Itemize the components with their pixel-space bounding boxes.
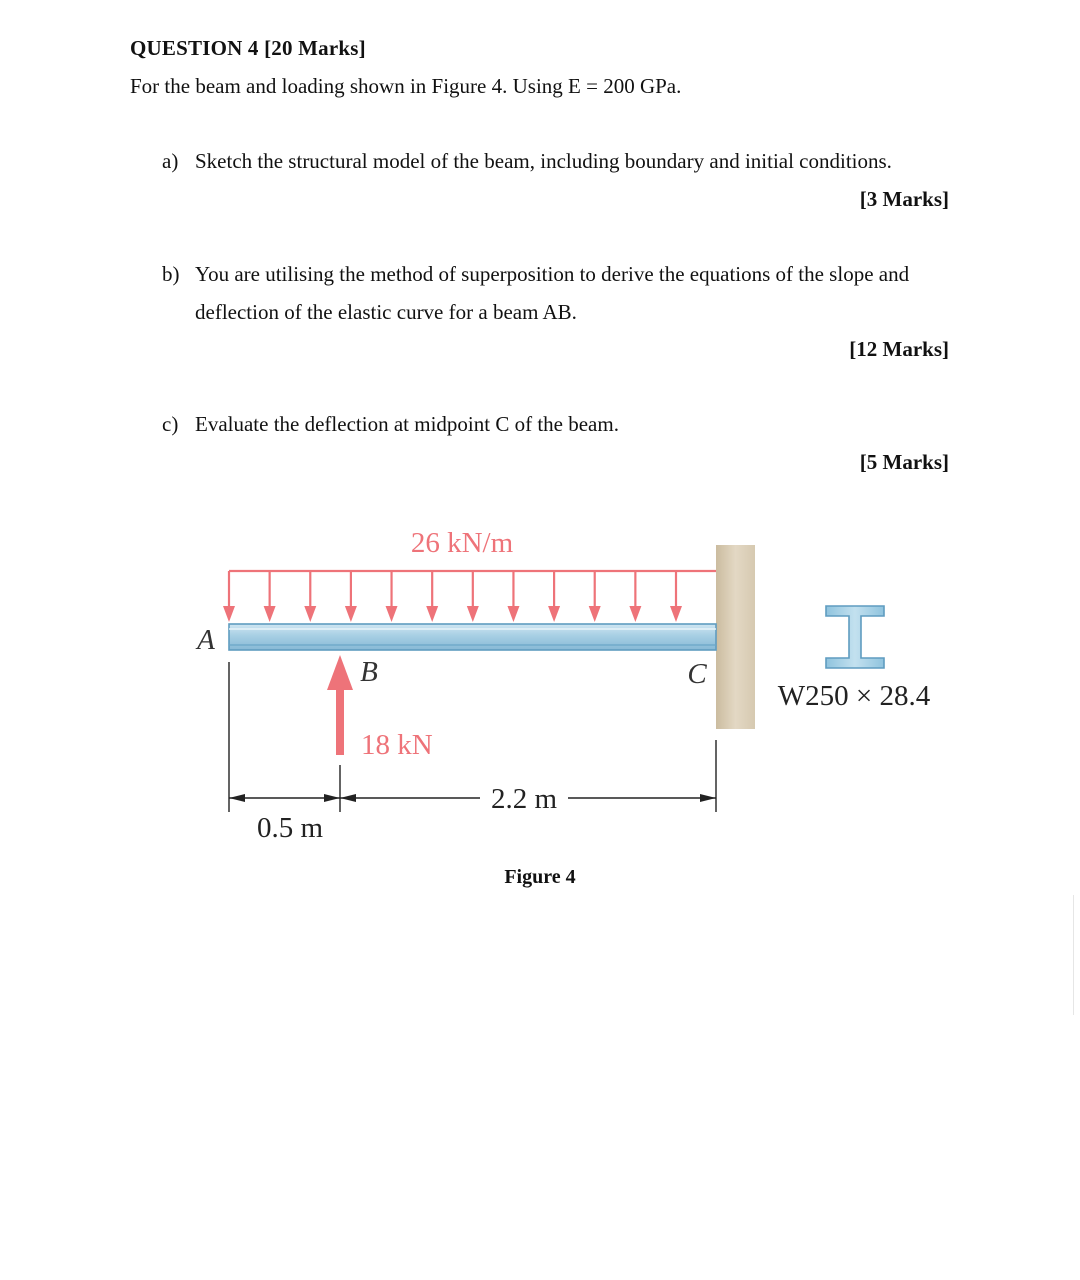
part-a-marks: [3 Marks] [859, 187, 949, 211]
page-edge-line [1073, 895, 1074, 1015]
part-b-marks: [12 Marks] [849, 337, 949, 361]
load-arrow-head [548, 606, 560, 622]
figure-caption: Figure 4 [504, 866, 576, 888]
point-c-label: C [687, 658, 707, 690]
point-a-label: A [197, 624, 215, 656]
question-intro: For the beam and loading shown in Figure 4. Using E = 200 GPa. [130, 74, 682, 98]
load-arrow-head [589, 606, 601, 622]
dim-short-label: 0.5 m [256, 812, 324, 844]
part-c-text: Evaluate the deflection at midpoint C of the beam. [195, 412, 619, 436]
part-c-letter: c) [162, 412, 179, 436]
part-c-marks: [5 Marks] [859, 450, 949, 474]
load-arrow-head [345, 606, 357, 622]
load-arrow-head [670, 606, 682, 622]
load-arrow-head [304, 606, 316, 622]
beam [229, 624, 716, 650]
load-arrow-head [467, 606, 479, 622]
part-a-letter: a) [162, 149, 179, 173]
distributed-load-arrows [223, 571, 682, 622]
part-a-text: Sketch the structural model of the beam, including boundary and initial conditions. [195, 149, 892, 173]
part-b-letter: b) [162, 262, 180, 286]
load-arrow-head [223, 606, 235, 622]
load-arrow-head [426, 606, 438, 622]
point-b-label: B [360, 656, 378, 688]
load-arrow-head [507, 606, 519, 622]
question-heading: QUESTION 4 [20 Marks] [130, 36, 366, 60]
dim-short-arrow-left [229, 794, 245, 802]
dim-long-arrow-right [700, 794, 716, 802]
point-load-label: 18 kN [361, 729, 433, 761]
dim-long-arrow-left [340, 794, 356, 802]
dim-long-label: 2.2 m [490, 783, 558, 815]
fixed-wall-support [716, 545, 755, 729]
part-b-text-line1: You are utilising the method of superposition to derive the equations of the slope and [195, 262, 910, 286]
load-arrow-head [629, 606, 641, 622]
distributed-load-label: 26 kN/m [410, 527, 514, 559]
point-load-arrowhead [327, 655, 353, 690]
section-label: W250 × 28.4 [777, 680, 931, 712]
i-beam-section-icon [826, 606, 884, 668]
load-arrow-head [264, 606, 276, 622]
dim-short-arrow-right [324, 794, 340, 802]
point-load-shaft [336, 686, 344, 755]
load-arrow-head [386, 606, 398, 622]
part-b-text-line2: deflection of the elastic curve for a beam AB. [195, 300, 577, 324]
